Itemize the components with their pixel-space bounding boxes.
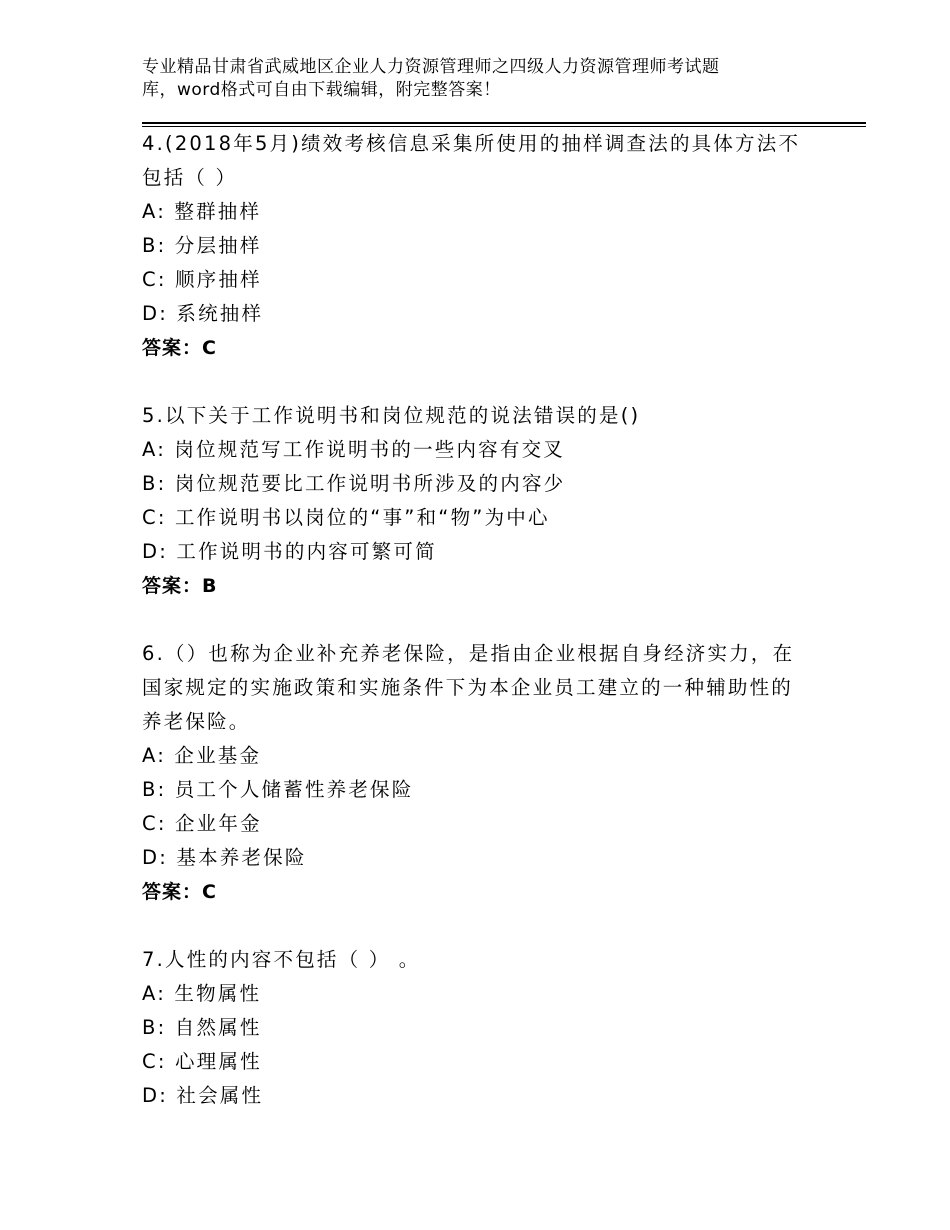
question-spacer (142, 365, 862, 399)
answer-label: 答案：B (142, 575, 218, 597)
option-b: B: 自然属性 (142, 1016, 262, 1039)
option-a: A: 整群抽样 (142, 200, 262, 223)
answer-label: 答案：C (142, 337, 217, 359)
question-6 (142, 637, 862, 909)
option-c: C: 工作说明书以岗位的“事”和“物”为中心 (142, 506, 550, 529)
header-title-line-2: 库，word格式可自由下载编辑，附完整答案！ (142, 80, 501, 100)
option-b: B: 岗位规范要比工作说明书所涉及的内容少 (142, 472, 566, 495)
question-spacer (142, 909, 862, 943)
question-text-line: 7.人性的内容不包括（ ） 。 (142, 948, 421, 971)
question-text-line: 包括（ ） (142, 166, 238, 189)
question-text-line: 养老保险。 (142, 710, 251, 733)
header-divider-thick (142, 122, 866, 124)
option-c: C: 心理属性 (142, 1050, 262, 1073)
question-list (142, 127, 862, 1113)
answer-label: 答案：C (142, 881, 217, 903)
question-text-line: 国家规定的实施政策和实施条件下为本企业员工建立的一种辅助性的 (142, 676, 794, 699)
header-title-line-1: 专业精品甘肃省武威地区企业人力资源管理师之四级人力资源管理师考试题 (142, 57, 720, 77)
question-text-line: 6.（）也称为企业补充养老保险，是指由企业根据自身经济实力，在 (142, 642, 795, 665)
question-4 (142, 127, 862, 365)
document-header (142, 56, 842, 102)
option-d: D: 工作说明书的内容可繁可简 (142, 540, 437, 563)
question-text-line: 5.以下关于工作说明书和岗位规范的说法错误的是() (142, 404, 641, 427)
option-d: D: 社会属性 (142, 1084, 264, 1107)
question-5 (142, 399, 862, 603)
option-c: C: 顺序抽样 (142, 268, 262, 291)
question-7 (142, 943, 862, 1113)
option-c: C: 企业年金 (142, 812, 262, 835)
option-d: D: 系统抽样 (142, 302, 264, 325)
option-d: D: 基本养老保险 (142, 846, 307, 869)
question-text-line: 4.(2018年5月)绩效考核信息采集所使用的抽样调查法的具体方法不 (142, 132, 801, 155)
option-a: A: 岗位规范写工作说明书的一些内容有交叉 (142, 438, 565, 461)
option-b: B: 分层抽样 (142, 234, 262, 257)
option-a: A: 生物属性 (142, 982, 262, 1005)
question-spacer (142, 603, 862, 637)
option-a: A: 企业基金 (142, 744, 262, 767)
option-b: B: 员工个人储蓄性养老保险 (142, 778, 414, 801)
